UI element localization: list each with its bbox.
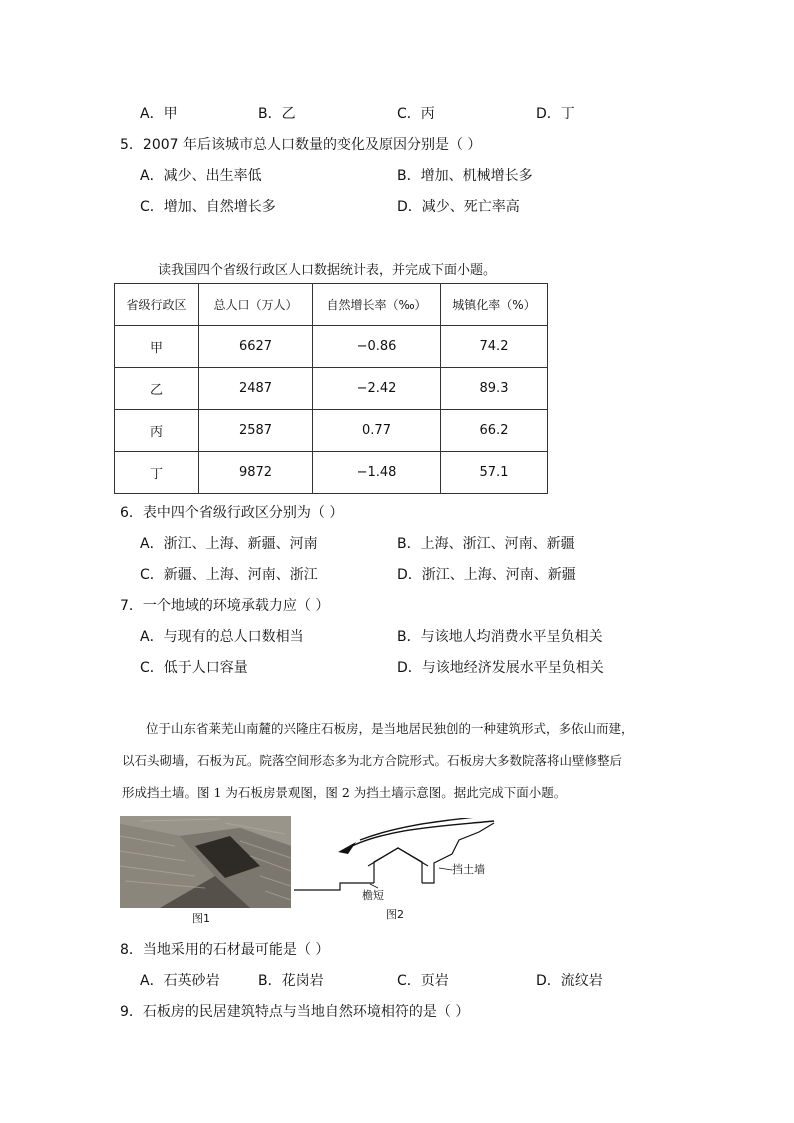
- table-cell: −1.48: [313, 452, 441, 494]
- table-intro: 读我国四个省级行政区人口数据统计表，并完成下面小题。: [158, 263, 497, 278]
- table-cell: 74.2: [441, 326, 548, 368]
- table-row: [115, 410, 548, 452]
- q6-option-d[interactable]: D．浙江、上海、河南、新疆: [397, 567, 576, 583]
- q7-option-c[interactable]: C．低于人口容量: [140, 660, 248, 676]
- q5-option-a[interactable]: A．减少、出生率低: [140, 168, 262, 184]
- table-cell: 2487: [199, 368, 313, 410]
- q8-option-d[interactable]: D．流纹岩: [536, 973, 603, 989]
- q8-option-b[interactable]: B．花岗岩: [258, 973, 324, 989]
- q7-option-b[interactable]: B．与该地人均消费水平呈负相关: [397, 629, 603, 645]
- q7-option-d[interactable]: D．与该地经济发展水平呈负相关: [397, 660, 604, 676]
- table-cell: 89.3: [441, 368, 548, 410]
- table-cell: 0.77: [313, 410, 441, 452]
- q8-option-c[interactable]: C．页岩: [397, 973, 449, 989]
- passage-line-1: 位于山东省莱芜山南麓的兴隆庄石板房，是当地居民独创的一种建筑形式，多依山而建，: [146, 721, 634, 736]
- retaining-wall-diagram: [294, 818, 524, 918]
- q6-option-b[interactable]: B．上海、浙江、河南、新疆: [397, 536, 575, 552]
- q4-option-a[interactable]: A．甲: [140, 106, 178, 122]
- q4-option-c[interactable]: C．丙: [397, 106, 435, 122]
- table-row: [115, 368, 548, 410]
- q5-stem: 5．2007 年后该城市总人口数量的变化及原因分别是（ ）: [120, 137, 482, 153]
- table-cell: 9872: [199, 452, 313, 494]
- passage-line-3: 形成挡土墙。图 1 为石板房景观图，图 2 为挡土墙示意图。据此完成下面小题。: [122, 785, 567, 800]
- table-cell: 66.2: [441, 410, 548, 452]
- q8-stem: 8．当地采用的石材最可能是（ ）: [120, 942, 330, 958]
- table-cell: 甲: [115, 326, 199, 368]
- table-row: [115, 326, 548, 368]
- q4-option-d[interactable]: D．丁: [536, 106, 575, 122]
- table-cell: −0.86: [313, 326, 441, 368]
- q5-option-d[interactable]: D．减少、死亡率高: [397, 199, 520, 215]
- figure-1-caption: 图1: [192, 912, 210, 925]
- table-header-cell: 自然增长率（‰）: [313, 284, 441, 326]
- table-cell: −2.42: [313, 368, 441, 410]
- table-header-cell: 城镇化率（%）: [441, 284, 548, 326]
- q5-option-c[interactable]: C．增加、自然增长多: [140, 199, 276, 215]
- passage-line-2: 以石头砌墙，石板为瓦。院落空间形态多为北方合院形式。石板房大多数院落将山壁修整后: [122, 753, 623, 768]
- table-header-cell: 省级行政区: [115, 284, 199, 326]
- population-table: [114, 283, 548, 494]
- table-header-row: [115, 284, 548, 326]
- q4-option-b[interactable]: B．乙: [258, 106, 296, 122]
- table-row: [115, 452, 548, 494]
- label-retaining-wall: 挡土墙: [452, 863, 485, 876]
- table-cell: 2587: [199, 410, 313, 452]
- q5-option-b[interactable]: B．增加、机械增长多: [397, 168, 533, 184]
- figure-2-caption: 图2: [386, 908, 404, 921]
- q7-option-a[interactable]: A．与现有的总人口数相当: [140, 629, 304, 645]
- table-header-cell: 总人口（万人）: [199, 284, 313, 326]
- label-short-eave: 檐短: [362, 889, 384, 902]
- q7-stem: 7．一个地域的环境承载力应（ ）: [120, 598, 330, 614]
- q8-option-a[interactable]: A．石英砂岩: [140, 973, 220, 989]
- q6-option-a[interactable]: A．浙江、上海、新疆、河南: [140, 536, 318, 552]
- stone-house-photo: [120, 816, 291, 908]
- q6-option-c[interactable]: C．新疆、上海、河南、浙江: [140, 567, 318, 583]
- q9-stem: 9．石板房的民居建筑特点与当地自然环境相符的是（ ）: [120, 1004, 470, 1020]
- q6-stem: 6．表中四个省级行政区分别为（ ）: [120, 505, 344, 521]
- table-cell: 6627: [199, 326, 313, 368]
- table-cell: 57.1: [441, 452, 548, 494]
- table-cell: 乙: [115, 368, 199, 410]
- table-cell: 丁: [115, 452, 199, 494]
- table-cell: 丙: [115, 410, 199, 452]
